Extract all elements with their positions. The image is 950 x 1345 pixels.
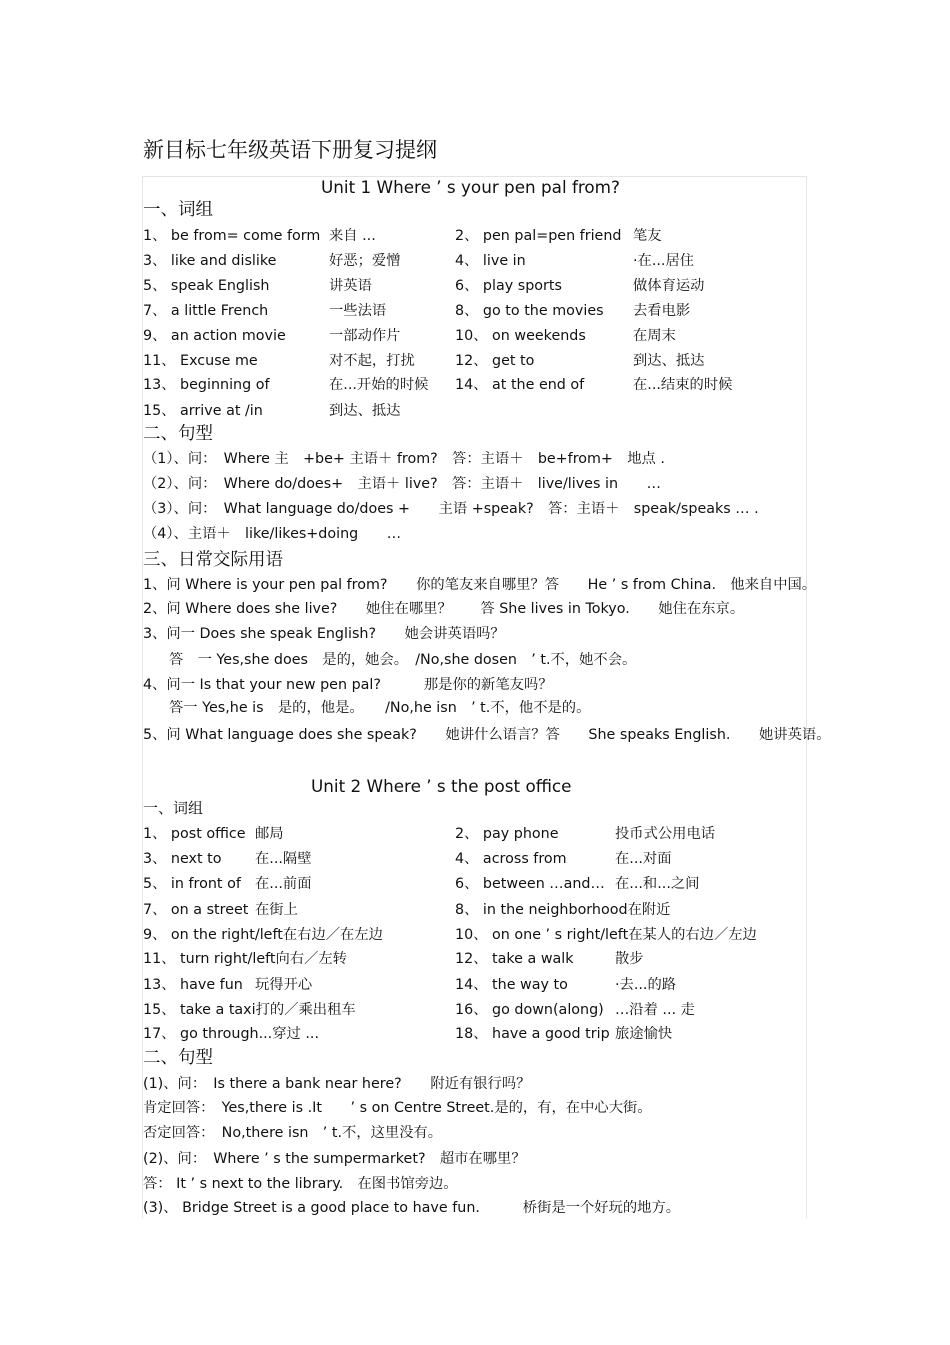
unit1-pattern-1: （1）、问： Where 主 +be+ 主语＋ from? 答：主语＋ be+from+ 地点 . xyxy=(143,451,665,467)
phrase-chinese: 邮局 xyxy=(255,826,284,842)
unit1-dialogue-3: 3、问一 Does she speak English? 她会讲英语吗？ xyxy=(143,626,505,642)
unit1-phrases-heading: 一、词组 xyxy=(143,200,213,220)
phrase-item xyxy=(455,825,715,843)
unit2-patterns-heading: 二、句型 xyxy=(143,1048,213,1068)
phrase-item xyxy=(143,327,400,345)
phrase-item xyxy=(455,302,690,320)
phrase-chinese: 投币式公用电话 xyxy=(615,826,716,842)
phrase-item xyxy=(143,901,298,919)
phrase-chinese: 向右／左转 xyxy=(275,951,347,967)
phrase-english: 13、 beginning of xyxy=(143,377,270,393)
phrase-chinese: …沿着 ... 走 xyxy=(615,1002,695,1018)
phrase-item xyxy=(455,376,732,394)
phrase-chinese: 在...隔壁 xyxy=(255,851,312,867)
phrase-item xyxy=(143,352,415,370)
phrase-item xyxy=(455,976,676,994)
phrase-item xyxy=(455,327,676,345)
unit2-pattern-5: 答： It ’ s next to the library. 在图书馆旁边。 xyxy=(143,1176,458,1192)
unit2-heading: Unit 2 Where ’ s the post office xyxy=(311,776,572,796)
phrase-item xyxy=(455,277,704,295)
phrase-english: 2、 pen pal=pen friend xyxy=(455,228,622,244)
phrase-chinese: 一些法语 xyxy=(329,303,387,319)
unit1-heading: Unit 1 Where ’ s your pen pal from? xyxy=(321,177,620,197)
phrase-item xyxy=(143,926,383,944)
phrase-chinese: 对不起，打扰 xyxy=(329,353,415,369)
unit1-dialogue-4: 答 一 Yes,she does 是的，她会。 /No,she dosen ’ t.不，她不会。 xyxy=(169,652,637,668)
phrase-chinese: 玩得开心 xyxy=(255,977,313,993)
unit2-pattern-3: 否定回答： No,there isn ’ t.不，这里没有。 xyxy=(143,1125,443,1141)
phrase-english: 4、 live in xyxy=(455,253,526,269)
unit1-dialogue-7: 5、问 What language does she speak? 她讲什么语言？答 She speaks English. 她讲英语。 xyxy=(143,727,831,743)
unit2-pattern-6: (3)、 Bridge Street is a good place to have fun. 桥街是一个好玩的地方。 xyxy=(143,1200,681,1216)
phrase-item xyxy=(143,402,400,420)
document-title: 新目标七年级英语下册复习提纲 xyxy=(143,138,437,162)
phrase-english: 7、 a little French xyxy=(143,303,269,319)
phrase-english: 15、 arrive at /in xyxy=(143,403,263,419)
phrase-chinese: 到达、抵达 xyxy=(329,403,401,419)
phrase-item xyxy=(143,1025,319,1043)
phrase-item xyxy=(143,376,428,394)
phrase-english: 15、 take a taxi xyxy=(143,1002,256,1018)
phrase-english: 11、 turn right/left xyxy=(143,951,276,967)
phrase-english: 5、 speak English xyxy=(143,278,270,294)
phrase-chinese: ·去...的路 xyxy=(615,977,677,993)
phrase-english: 14、 at the end of xyxy=(455,377,585,393)
phrase-item xyxy=(143,277,372,295)
phrase-item xyxy=(455,252,694,270)
phrase-english: 1、 be from= come form xyxy=(143,228,321,244)
phrase-chinese: 去看电影 xyxy=(633,303,691,319)
unit1-dialogue-2: 2、问 Where does she live? 她住在哪里？ 答 She lives in Tokyo. 她住在东京。 xyxy=(143,601,745,617)
phrase-english: 10、 on weekends xyxy=(455,328,586,344)
phrase-english: 18、 have a good trip xyxy=(455,1026,610,1042)
phrase-chinese: 一部动作片 xyxy=(329,328,401,344)
unit2-phrases-heading: 一、词组 xyxy=(143,799,204,817)
phrase-chinese: 好恶；爱憎 xyxy=(329,253,401,269)
phrase-chinese: 在...前面 xyxy=(255,876,312,892)
phrase-chinese: 在周末 xyxy=(633,328,676,344)
unit1-pattern-2: （2）、问： Where do/does+ 主语＋ live? 答：主语＋ live/lives in … xyxy=(143,476,661,492)
phrase-chinese: 在右边／在左边 xyxy=(282,927,383,943)
phrase-item xyxy=(143,825,284,843)
phrase-item xyxy=(143,1001,356,1019)
unit1-dialogue-heading: 三、日常交际用语 xyxy=(143,550,283,570)
phrase-item xyxy=(143,227,376,245)
phrase-english: 12、 take a walk xyxy=(455,951,574,967)
phrase-chinese: 做体育运动 xyxy=(633,278,705,294)
phrase-english: 9、 an action movie xyxy=(143,328,286,344)
phrase-chinese: ·在...居住 xyxy=(633,253,695,269)
phrase-english: 8、 in the neighborhood xyxy=(455,902,628,918)
phrase-english: 10、 on one ’ s right/left xyxy=(455,927,629,943)
phrase-english: 6、 play sports xyxy=(455,278,562,294)
phrase-chinese: 散步 xyxy=(615,951,644,967)
phrase-english: 1、 post office xyxy=(143,826,246,842)
phrase-chinese: 在...对面 xyxy=(615,851,672,867)
phrase-english: 3、 like and dislike xyxy=(143,253,277,269)
phrase-english: 6、 between …and… xyxy=(455,876,605,892)
phrase-item xyxy=(455,901,670,919)
phrase-english: 11、 Excuse me xyxy=(143,353,258,369)
unit1-dialogue-5: 4、问一 Is that your new pen pal? 那是你的新笔友吗？ xyxy=(143,677,553,693)
phrase-english: 14、 the way to xyxy=(455,977,568,993)
phrase-english: 12、 get to xyxy=(455,353,535,369)
unit2-pattern-2: 肯定回答： Yes,there is .It ’ s on Centre Street.是的，有，在中心大街。 xyxy=(143,1100,652,1116)
phrase-item xyxy=(143,875,312,893)
phrase-english: 13、 have fun xyxy=(143,977,243,993)
phrase-chinese: 在附近 xyxy=(627,902,671,918)
phrase-item xyxy=(455,1001,695,1019)
phrase-chinese: 在...开始的时候 xyxy=(329,377,429,393)
unit1-dialogue-6: 答一 Yes,he is 是的，他是。 /No,he isn ’ t.不，他不是的。 xyxy=(169,700,591,716)
phrase-item xyxy=(455,850,672,868)
phrase-item xyxy=(455,352,704,370)
phrase-chinese: 在街上 xyxy=(255,902,298,918)
unit1-pattern-4: （4）、主语＋ like/likes+doing … xyxy=(143,526,402,542)
phrase-english: 2、 pay phone xyxy=(455,826,559,842)
unit1-patterns-heading: 二、句型 xyxy=(143,424,213,444)
phrase-item xyxy=(455,227,662,245)
phrase-chinese: 讲英语 xyxy=(329,278,372,294)
phrase-chinese: 在某人的右边／左边 xyxy=(628,927,757,943)
phrase-english: 7、 on a street xyxy=(143,902,249,918)
phrase-item xyxy=(455,926,757,944)
phrase-chinese: 旅途愉快 xyxy=(615,1026,673,1042)
phrase-english: 9、 on the right/left xyxy=(143,927,283,943)
phrase-english: 5、 in front of xyxy=(143,876,241,892)
phrase-item xyxy=(143,850,312,868)
phrase-english: 3、 next to xyxy=(143,851,222,867)
phrase-item xyxy=(143,302,386,320)
phrase-chinese: 穿过 ... xyxy=(272,1026,319,1042)
phrase-chinese: 到达、抵达 xyxy=(633,353,705,369)
phrase-item xyxy=(143,950,347,968)
phrase-english: 4、 across from xyxy=(455,851,567,867)
phrase-english: 8、 go to the movies xyxy=(455,303,604,319)
unit1-pattern-3: （3）、问： What language do/does + 主语 +speak? 答：主语＋ speak/speaks … . xyxy=(143,501,759,517)
phrase-chinese: 打的／乘出租车 xyxy=(255,1002,356,1018)
phrase-item xyxy=(455,950,644,968)
unit2-pattern-4: (2)、问： Where ’ s the sumpermarket? 超市在哪里？ xyxy=(143,1151,526,1167)
phrase-chinese: 来自 ... xyxy=(329,228,376,244)
phrase-english: 17、 go through... xyxy=(143,1026,273,1042)
phrase-item xyxy=(143,976,312,994)
phrase-item xyxy=(455,875,699,893)
phrase-item xyxy=(143,252,400,270)
phrase-english: 16、 go down(along) xyxy=(455,1002,604,1018)
unit1-dialogue-1: 1、问 Where is your pen pal from? 你的笔友来自哪里？答 He ’ s from China. 他来自中国。 xyxy=(143,577,817,593)
phrase-item xyxy=(455,1025,672,1043)
phrase-chinese: 笔友 xyxy=(633,228,662,244)
phrase-chinese: 在...结束的时候 xyxy=(633,377,733,393)
phrase-chinese: 在...和...之间 xyxy=(615,876,700,892)
unit2-pattern-1: (1)、问： Is there a bank near here? 附近有银行吗？ xyxy=(143,1076,531,1092)
